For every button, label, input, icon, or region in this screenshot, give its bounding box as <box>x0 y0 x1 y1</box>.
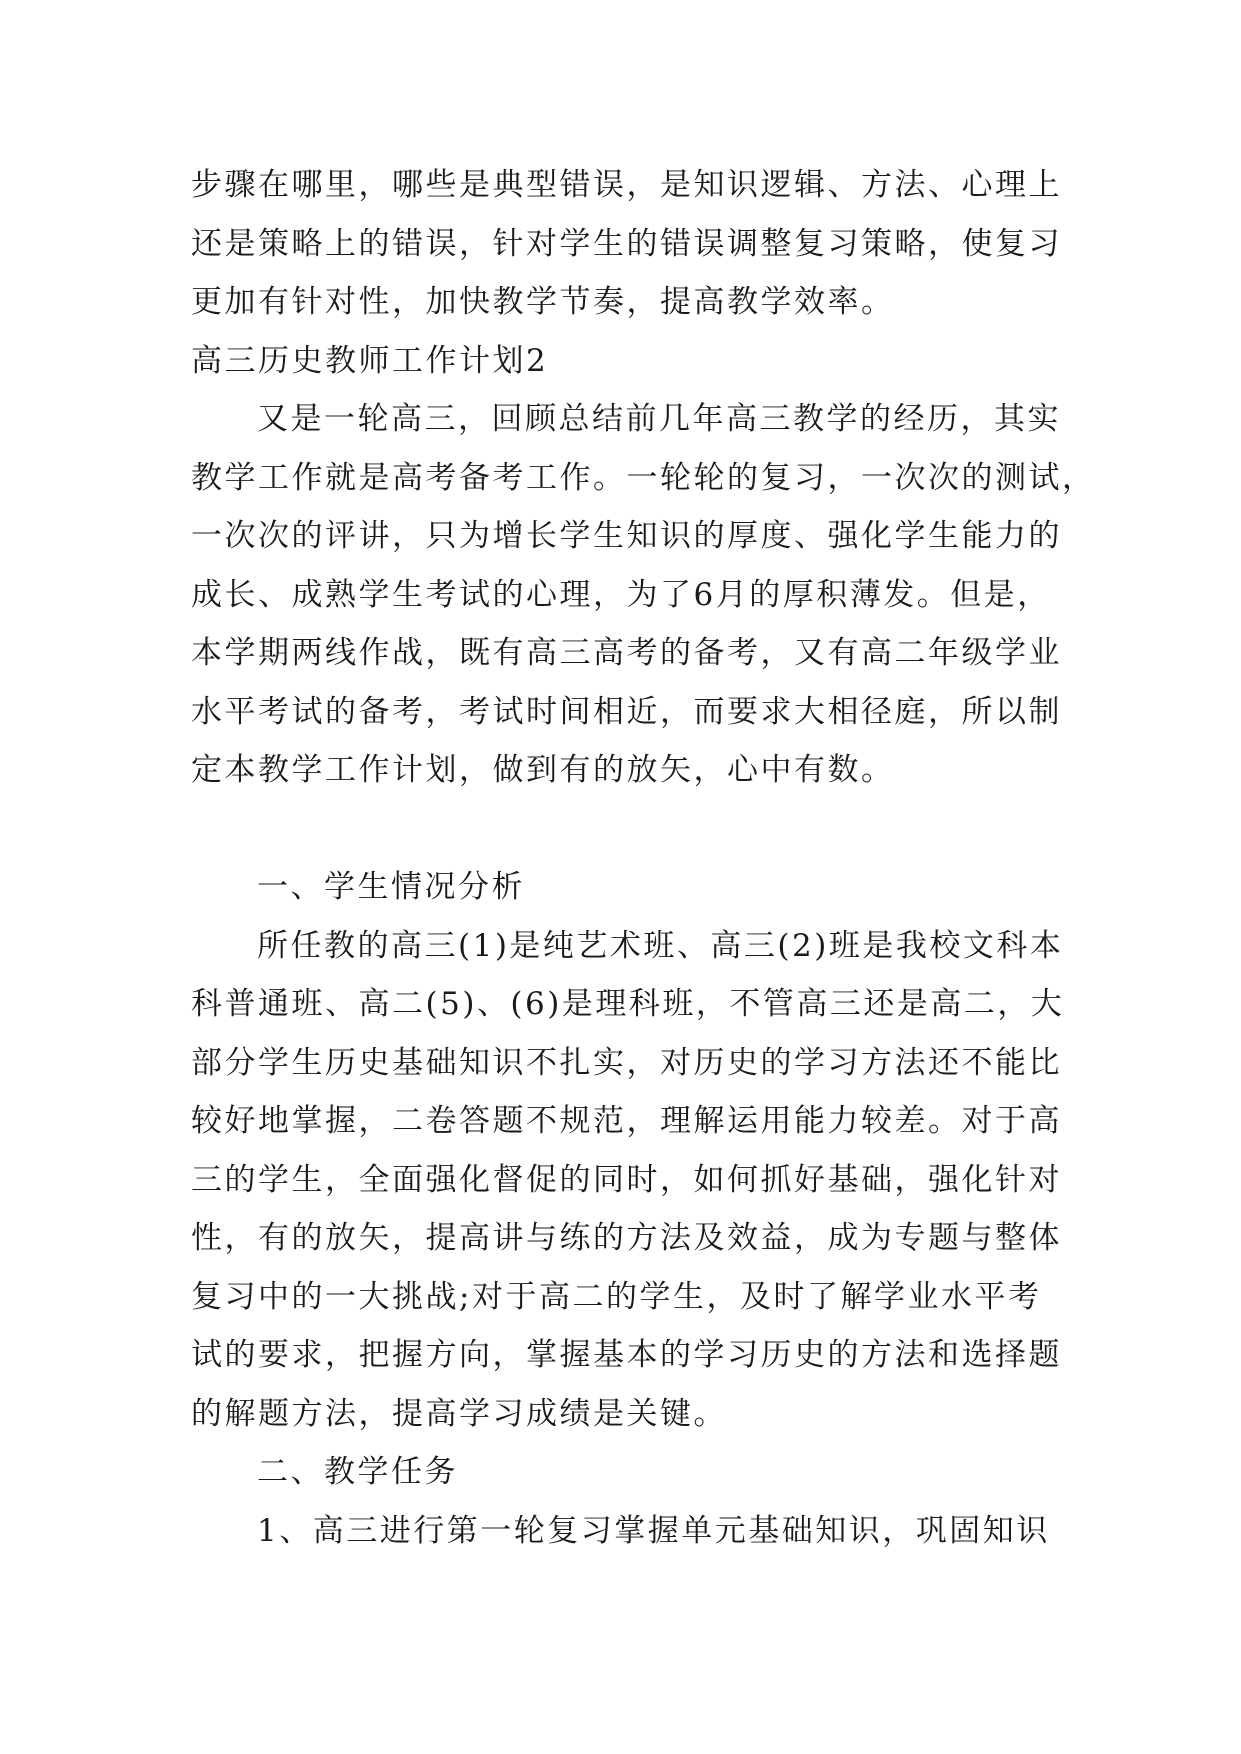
section-title: 高三历史教师工作计划2 <box>191 342 549 379</box>
text-line: 性，有的放矢，提高讲与练的方法及效益，成为专题与整体 <box>191 1220 1062 1256</box>
text-line: 科普通班、高二(5)、(6)是理科班，不管高三还是高二，大 <box>191 986 1065 1022</box>
text-line: 较好地掌握，二卷答题不规范，理解运用能力较差。对于高 <box>191 1103 1062 1139</box>
text-line: 所任教的高三(1)是纯艺术班、高三(2)班是我校文科本 <box>257 927 1064 964</box>
text-line: 一次次的评讲，只为增长学生知识的厚度、强化学生能力的 <box>191 518 1062 554</box>
text-line: 更加有针对性，加快教学节奏，提高教学效率。 <box>191 284 895 320</box>
text-line: 还是策略上的错误，针对学生的错误调整复习策略，使复习 <box>191 225 1062 262</box>
text-line: 教学工作就是高考备考工作。一轮轮的复习，一次次的测试， <box>191 459 1096 496</box>
heading-teaching-tasks: 二、教学任务 <box>257 1454 458 1490</box>
text-line: 复习中的一大挑战;对于高二的学生，及时了解学业水平考 <box>191 1278 1042 1315</box>
text-line: 本学期两线作战，既有高三高考的备考，又有高二年级学业 <box>191 635 1062 671</box>
text-line: 步骤在哪里，哪些是典型错误，是知识逻辑、方法、心理上 <box>191 167 1062 203</box>
text-line: 1、高三进行第一轮复习掌握单元基础知识，巩固知识 <box>257 1512 1050 1549</box>
text-line: 部分学生历史基础知识不扎实，对历史的学习方法还不能比 <box>191 1044 1062 1081</box>
heading-student-analysis: 一、学生情况分析 <box>257 869 525 905</box>
text-line: 试的要求，把握方向，掌握基本的学习历史的方法和选择题 <box>191 1337 1062 1373</box>
text-line: 又是一轮高三，回顾总结前几年高三教学的经历，其实 <box>257 401 1061 437</box>
text-line: 水平考试的备考，考试时间相近，而要求大相径庭，所以制 <box>191 693 1062 730</box>
text-line: 定本教学工作计划，做到有的放矢，心中有数。 <box>191 752 895 788</box>
document-body <box>191 156 1096 1560</box>
text-line: 三的学生，全面强化督促的同时，如何抓好基础，强化针对 <box>191 1161 1062 1198</box>
text-line: 的解题方法，提高学习成绩是关键。 <box>191 1395 727 1432</box>
paragraph-gap <box>191 800 1051 859</box>
text-line: 成长、成熟学生考试的心理，为了6月的厚积薄发。但是， <box>191 576 1051 613</box>
